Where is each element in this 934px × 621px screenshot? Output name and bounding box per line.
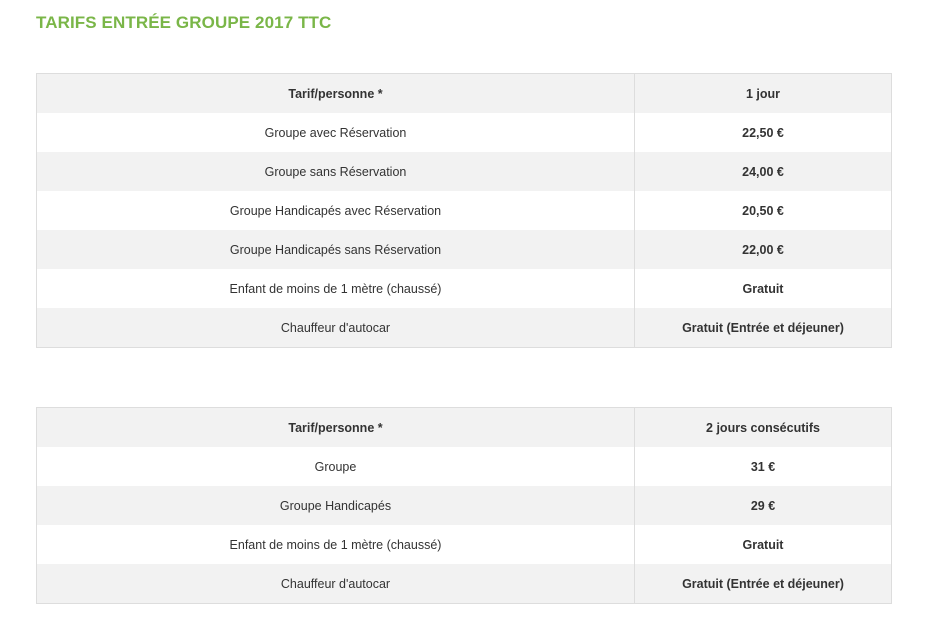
category-cell: Groupe avec Réservation <box>264 125 407 140</box>
table-header-row <box>37 408 892 448</box>
table-row <box>37 525 892 564</box>
category-cell: Enfant de moins de 1 mètre (chaussé) <box>229 537 442 552</box>
price-cell: 20,50 € <box>635 191 892 230</box>
price-cell: 29 € <box>635 486 892 525</box>
table-row <box>37 486 892 525</box>
price-cell: Gratuit <box>635 525 892 564</box>
table-row <box>37 113 892 152</box>
price-cell: Gratuit (Entrée et déjeuner) <box>635 308 892 348</box>
table-row <box>37 152 892 191</box>
price-table-1-day <box>36 73 892 348</box>
price-cell: 24,00 € <box>635 152 892 191</box>
table-row <box>37 564 892 604</box>
table-row <box>37 447 892 486</box>
category-cell: Chauffeur d'autocar <box>280 320 391 335</box>
category-cell: Groupe Handicapés sans Réservation <box>229 242 442 257</box>
table-row <box>37 191 892 230</box>
header-tarif-personne: Tarif/personne * <box>288 420 383 435</box>
category-cell: Groupe Handicapés <box>279 498 392 513</box>
price-cell: 22,00 € <box>635 230 892 269</box>
price-cell: 31 € <box>635 447 892 486</box>
price-cell: Gratuit <box>635 269 892 308</box>
table-header-row <box>37 74 892 114</box>
page-title: TARIFS ENTRÉE GROUPE 2017 TTC <box>36 13 332 32</box>
price-table-2-days <box>36 407 892 604</box>
category-cell: Groupe Handicapés avec Réservation <box>229 203 442 218</box>
header-duration: 1 jour <box>635 74 892 114</box>
category-cell: Chauffeur d'autocar <box>280 576 391 591</box>
category-cell: Groupe <box>314 459 357 474</box>
table-row <box>37 269 892 308</box>
price-cell: 22,50 € <box>635 113 892 152</box>
header-tarif-personne: Tarif/personne * <box>288 86 383 101</box>
header-duration: 2 jours consécutifs <box>635 408 892 448</box>
table-row <box>37 230 892 269</box>
category-cell: Groupe sans Réservation <box>264 164 407 179</box>
price-cell: Gratuit (Entrée et déjeuner) <box>635 564 892 604</box>
category-cell: Enfant de moins de 1 mètre (chaussé) <box>229 281 442 296</box>
table-row <box>37 308 892 348</box>
